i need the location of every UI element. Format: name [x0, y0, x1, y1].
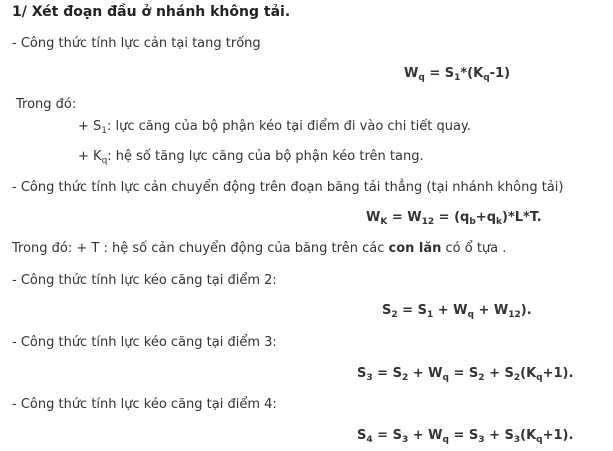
- formula-wk: $W_K = W_{12} = (q_b+q_k)*L*T$.: [366, 210, 542, 227]
- text-line-point3: - Công thức tính lực kéo căng tại điểm 3:: [12, 335, 277, 350]
- definition-s1: + $S_1$: lực căng của bộ phận kéo tại điểm đi vào chi tiết quay.: [78, 119, 471, 136]
- text-line-point4: - Công thức tính lực kéo căng tại điểm 4:: [12, 397, 277, 412]
- heading: 1/ Xét đoạn đầu ở nhánh không tải.: [12, 4, 291, 20]
- formula-wq: $W_q = S_1*(K_q-1)$: [404, 66, 511, 83]
- text-note-t: Trong đó: + T : hệ số cản chuyển động của băng trên các con lăn có ổ tựa .: [12, 241, 507, 256]
- text-line-resistance-drum: - Công thức tính lực cản tại tang trống: [12, 36, 261, 51]
- text-line-resistance-straight: - Công thức tính lực cản chuyển động trên đoạn băng tải thẳng (tại nhánh không tải): [12, 180, 564, 195]
- formula-s4: $S_4 = S_3 + W_q = S_3 + S_3(K_q+1)$.: [357, 428, 574, 445]
- text-line-point2: - Công thức tính lực kéo căng tại điểm 2:: [12, 273, 277, 288]
- formula-s3: $S_3 = S_2 + W_q = S_2 + S_2(K_q+1)$.: [357, 366, 574, 383]
- text-where-label: Trong đó:: [16, 97, 77, 112]
- definition-kq: + $K_q$: hệ số tăng lực căng của bộ phận kéo trên tang.: [78, 149, 424, 166]
- formula-s2: $S_2 = S_1 + W_q + W_{12}$).: [382, 303, 532, 320]
